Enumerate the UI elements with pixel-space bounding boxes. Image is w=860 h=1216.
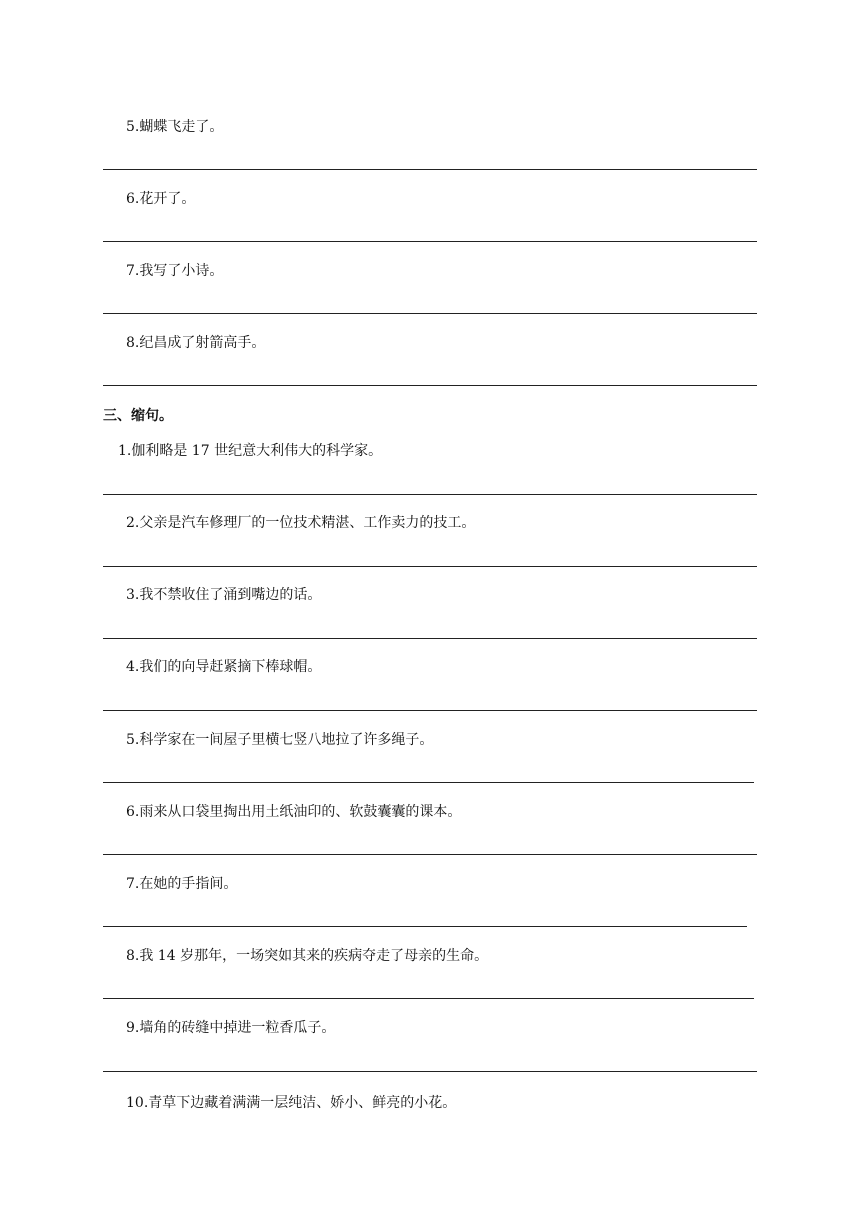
question-number: 10.	[126, 1095, 149, 1111]
question-item	[126, 875, 237, 893]
question-item	[126, 1094, 456, 1112]
answer-line[interactable]	[103, 638, 757, 639]
answer-line[interactable]	[103, 782, 754, 783]
question-item	[126, 118, 223, 136]
question-item	[126, 262, 223, 280]
question-text: 伽利略是 17 世纪意大利伟大的科学家。	[131, 443, 383, 459]
question-item	[126, 658, 321, 676]
question-item	[126, 514, 475, 532]
section-heading: 三、缩句。	[103, 408, 173, 424]
question-text: 墙角的砖缝中掉进一粒香瓜子。	[139, 1020, 336, 1036]
question-text: 在她的手指间。	[139, 876, 238, 892]
question-text: 科学家在一间屋子里横七竖八地拉了许多绳子。	[139, 732, 434, 748]
answer-line[interactable]	[103, 241, 757, 242]
answer-line[interactable]	[103, 494, 757, 495]
question-text: 雨来从口袋里掏出用土纸油印的、软鼓囊囊的课本。	[139, 804, 462, 820]
question-number: 9.	[126, 1020, 140, 1036]
question-number: 6.	[126, 191, 140, 207]
question-number: 3.	[126, 587, 140, 603]
question-number: 5.	[126, 119, 140, 135]
answer-line[interactable]	[103, 998, 754, 999]
question-number: 6.	[126, 804, 140, 820]
question-text: 我写了小诗。	[139, 263, 224, 279]
answer-line[interactable]	[103, 854, 757, 855]
question-number: 2.	[126, 515, 140, 531]
question-text: 花开了。	[139, 191, 196, 207]
question-item	[126, 190, 195, 208]
question-item	[126, 1019, 335, 1037]
question-item	[126, 586, 321, 604]
answer-line[interactable]	[103, 169, 757, 170]
answer-line[interactable]	[103, 313, 757, 314]
question-item	[126, 947, 488, 965]
question-item	[126, 731, 433, 749]
question-number: 1.	[118, 443, 132, 459]
answer-line[interactable]	[103, 926, 747, 927]
question-text: 青草下边藏着满满一层纯洁、娇小、鲜亮的小花。	[148, 1095, 457, 1111]
answer-line[interactable]	[103, 710, 757, 711]
question-number: 7.	[126, 263, 140, 279]
question-text: 蝴蝶飞走了。	[139, 119, 224, 135]
question-number: 8.	[126, 335, 140, 351]
question-number: 5.	[126, 732, 140, 748]
question-text: 纪昌成了射箭高手。	[139, 335, 266, 351]
question-number: 8.	[126, 948, 140, 964]
question-text: 我不禁收住了涌到嘴边的话。	[139, 587, 322, 603]
question-number: 4.	[126, 659, 140, 675]
question-text: 父亲是汽车修理厂的一位技术精湛、工作卖力的技工。	[139, 515, 476, 531]
question-item	[118, 442, 382, 460]
answer-line[interactable]	[103, 566, 757, 567]
question-number: 7.	[126, 876, 140, 892]
question-text: 我们的向导赶紧摘下棒球帽。	[139, 659, 322, 675]
question-item	[126, 803, 461, 821]
question-text: 我 14 岁那年，一场突如其来的疾病夺走了母亲的生命。	[139, 948, 489, 964]
answer-line[interactable]	[103, 1071, 757, 1072]
answer-line[interactable]	[103, 385, 757, 386]
question-item	[126, 334, 265, 352]
